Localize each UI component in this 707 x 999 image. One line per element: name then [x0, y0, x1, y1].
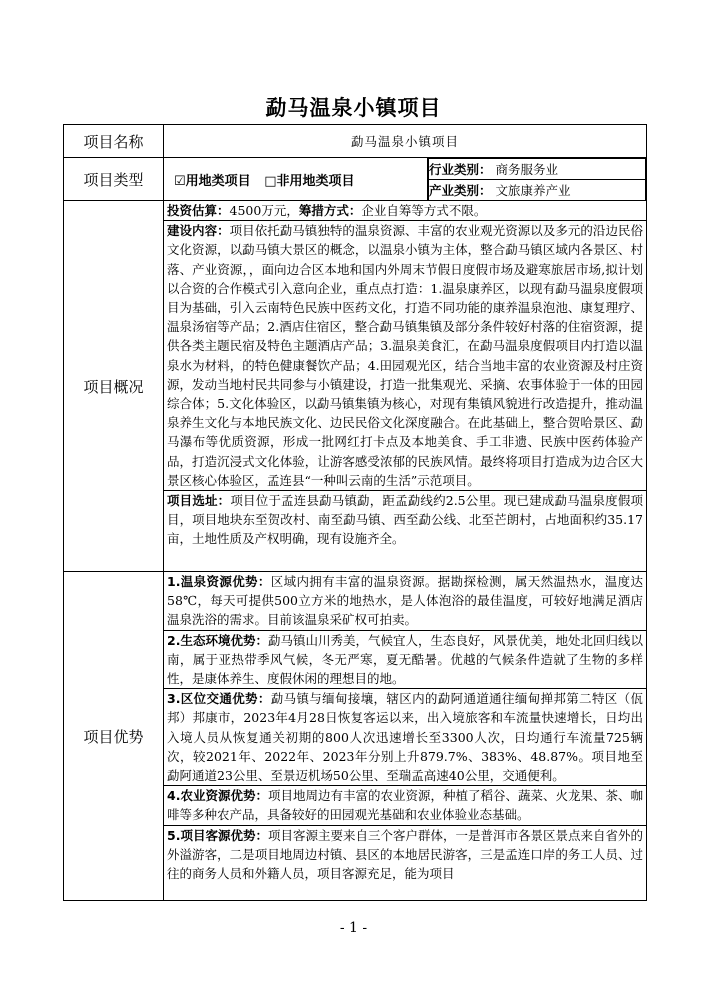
- row-overview: [64, 201, 647, 572]
- construction-label: 建设内容：: [167, 223, 230, 239]
- industry-value: 商务服务业: [495, 162, 559, 177]
- investment-label: 投资估算：: [167, 203, 230, 218]
- row-advantages: [64, 572, 647, 901]
- site-label: 项目选址：: [167, 493, 231, 509]
- advantages-label: 项目优势: [64, 572, 164, 901]
- investment-value: 4500万元，: [229, 203, 299, 218]
- project-info-table: [63, 124, 647, 901]
- document-title: 勐马温泉小镇项目: [265, 96, 442, 120]
- advantage-label: 3.区位交通优势：: [167, 691, 271, 707]
- advantage-label: 5.项目客源优势：: [167, 827, 268, 843]
- investment-paragraph: [164, 201, 646, 221]
- category-inner-table: [428, 158, 646, 200]
- advantage-item: [164, 572, 646, 631]
- advantage-label: 4.农业资源优势：: [167, 788, 268, 804]
- overview-label: 项目概况: [64, 201, 164, 572]
- advantage-text: 项目地周边有丰富的农业资源，种植了稻谷、蔬菜、火龙果、茶、咖啡等多种农产品，具备较好的田园观光基础和农业体验业态基础。: [167, 788, 644, 823]
- overview-content: [164, 201, 647, 572]
- page-number: - 1 -: [339, 920, 368, 936]
- advantage-item: [164, 689, 646, 786]
- advantage-item: [164, 631, 646, 690]
- construction-text: 项目依托勐马镇独特的温泉资源、丰富的农业观光资源以及多元的沿边民俗文化资源，以勐马镇大景区的概念，以温泉小镇为主体，整合勐马镇区域内各景区、村落、产业资源，，面向边合区本地和国内外周末节假日度假市场及避寒旅居市场,拟计划以合资的合作模式引入意向企业，重点点打造：1.温泉康养区，以现有勐马温泉度假项目为基础，引入云南特色民族中医药文化，打造不同功能的康养温泉泡池、康复理疗、温泉汤宿等产品；2.酒店住宿区，整合勐马镇集镇及部分条件较好村落的住宿资源，提供各类主题民宿及特色主题酒店产品；3.温泉美食汇，在勐马温泉度假项目内打造以温泉水为材料，的特色健康餐饮产品；4.田园观光区，结合当地丰富的农业资源及村庄资源，发动当地村民共同参与小镇建设，打造一批集观光、采摘、农事体验于一体的田园综合体；5.文化体验区，以勐马镇集镇为核心，对现有集镇风貌进行改造提升，推动温泉养生文化与本地民族文化、边民民俗文化深度融合。在此基础上，整合贺哈景区、勐马瀑布等优质资源，形成一批网红打卡点及本地美食、手工非遗、民族中医药体验产品，打造沉浸式文化体验，让游客感受浓郁的民族风情。最终将项目打造成为边合区大景区核心体验区，孟连县“一种叫云南的生活”示范项目。: [167, 223, 644, 488]
- sector-value: 文旅康养产业: [495, 183, 571, 198]
- category-cell: [428, 158, 647, 201]
- industry-label: 行业类别：: [429, 162, 492, 177]
- advantages-content: [164, 572, 647, 901]
- construction-paragraph: [164, 221, 646, 491]
- advantage-text: 勐马镇山川秀美，气候宜人，生态良好，风景优美，地处北回归线以南，属于亚热带季风气候，冬无严寒，夏无酷暑。优越的气候条件造就了生物的多样性，是康体养生、度假休闲的理想目的地。: [167, 632, 644, 687]
- project-name-label: 项目名称: [64, 125, 164, 158]
- row-project-name: [64, 125, 647, 158]
- sector-category: [429, 180, 646, 201]
- advantage-label: 1.温泉资源优势：: [167, 574, 271, 589]
- project-type-options: [164, 158, 428, 201]
- project-type-label: 项目类型: [64, 158, 164, 201]
- advantage-item: [164, 826, 646, 884]
- site-paragraph: [164, 491, 646, 549]
- non-land-use-checkbox[interactable]: □非用地类项目: [264, 173, 355, 189]
- advantage-item: [164, 786, 646, 825]
- project-name-value: 勐马温泉小镇项目: [164, 125, 647, 158]
- advantage-text: 项目客源主要来自三个客户群体，一是普洱市各景区景点来自省外的外溢游客，二是项目地周边村镇、县区的本地居民游客，三是孟连口岸的务工人员、过往的商务人员和外籍人员，项目客源充足，能为项目: [167, 827, 644, 882]
- land-use-checkbox[interactable]: ☑用地类项目: [174, 173, 251, 189]
- advantage-text: 勐马镇与缅甸接壤，辖区内的勐阿通道通往缅甸掸邦第二特区（佤邦）邦康市，2023年4月28日恢复客运以来，出入境旅客和车流量快速增长，日均出入境人员从恢复通关初期的800人次迅速增长至3300人次，日均通行车流量725辆次，较2021年、2022年、2023年分别上升879.7%、383%、48.87%。项目地至勐阿通道23公里、至景迈机场50公里、至瑞孟高速40公里，交通便利。: [167, 691, 644, 784]
- advantage-text: 区域内拥有丰富的温泉资源。据勘探检测，属天然温热水，温度达58℃，每天可提供500立方米的地热水，是人体泡浴的最佳温度，可较好地满足酒店温泉洗浴的需求。目前该温泉采矿权可拍卖。: [167, 574, 644, 628]
- industry-category: [429, 159, 646, 180]
- financing-value: 企业自筹等方式不限。: [361, 203, 487, 218]
- sector-label: 产业类别：: [429, 183, 492, 198]
- advantage-label: 2.生态环境优势：: [167, 632, 268, 648]
- row-project-type: [64, 158, 647, 201]
- site-text: 项目位于孟连县勐马镇勐，距孟勐线约2.5公里。现已建成勐马温泉度假项目，项目地块东至贺改村、南至勐马镇、西至勐公线、北至芒朗村，占地面积约35.17亩，土地性质及产权明确，现有设施齐全。: [167, 493, 644, 547]
- financing-label: 筹措方式：: [298, 203, 362, 218]
